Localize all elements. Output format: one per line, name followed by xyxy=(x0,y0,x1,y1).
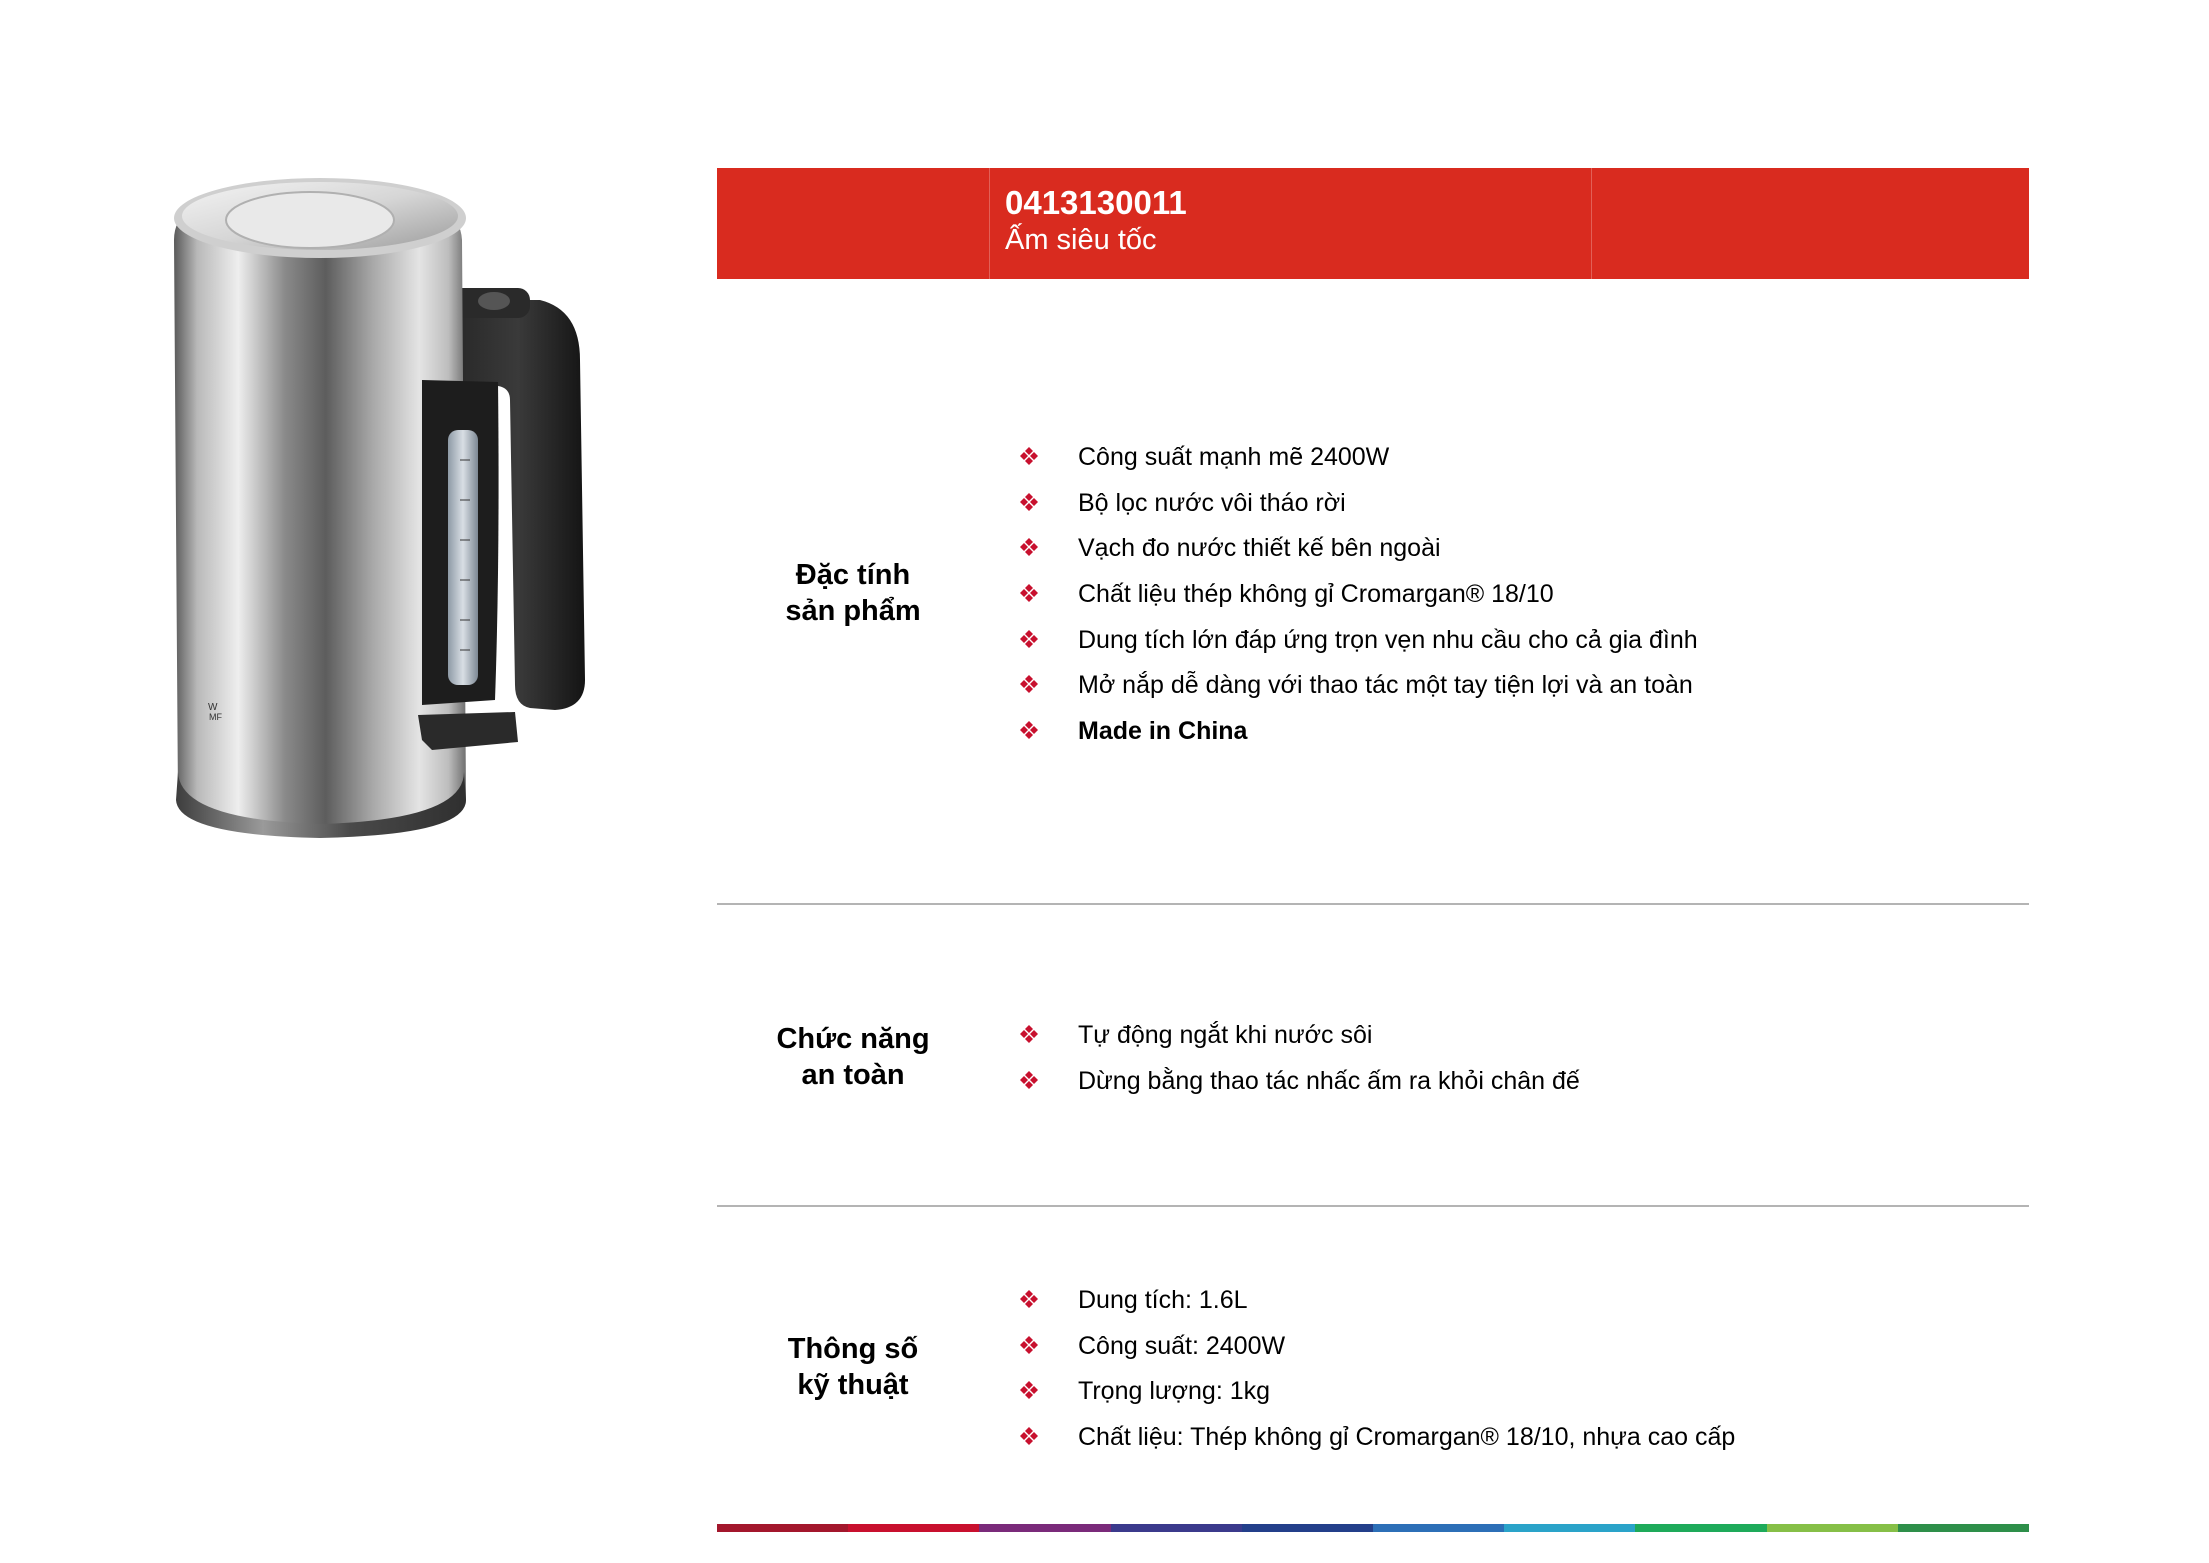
list-item xyxy=(1017,1285,1735,1331)
product-name: Ấm siêu tốc xyxy=(1005,224,1157,256)
section-divider xyxy=(717,1205,2029,1207)
header-band xyxy=(717,168,2029,279)
color-bar-segment xyxy=(1242,1524,1373,1532)
list-item-text: Dừng bằng thao tác nhấc ấm ra khỏi chân đế xyxy=(1078,1066,1580,1095)
list-item-text: Mở nắp dễ dàng với thao tác một tay tiện lợi và an toàn xyxy=(1078,671,1693,700)
red-diamond-ornament-icon xyxy=(1017,1424,1041,1448)
section-title-safety: Chức năng an toàn xyxy=(776,1023,930,1091)
color-bar-segment xyxy=(1111,1524,1242,1532)
color-bar-segment xyxy=(717,1524,848,1532)
color-bar-segment xyxy=(848,1524,979,1532)
list-item-text: Made in China xyxy=(1078,717,1248,746)
list-item-text: Trọng lượng: 1kg xyxy=(1078,1377,1271,1406)
list-item xyxy=(1017,579,1698,625)
list-item-text: Dung tích lớn đáp ứng trọn vẹn nhu cầu cho cả gia đình xyxy=(1078,625,1698,654)
product-sku: 0413130011 xyxy=(1005,184,1187,221)
list-item xyxy=(1017,533,1698,579)
color-bar-segment xyxy=(1767,1524,1898,1532)
list-item xyxy=(1017,1331,1735,1377)
svg-text:W: W xyxy=(208,702,218,713)
list-item-text: Tự động ngắt khi nước sôi xyxy=(1078,1021,1373,1049)
red-diamond-ornament-icon xyxy=(1017,444,1041,468)
list-item xyxy=(1017,1376,1735,1422)
list-item xyxy=(1017,1020,1580,1066)
safety-list xyxy=(1017,1020,1580,1111)
product-image xyxy=(160,160,600,850)
svg-text:MF: MF xyxy=(209,712,222,722)
red-diamond-ornament-icon xyxy=(1017,1287,1041,1311)
features-list xyxy=(1017,442,1698,762)
color-bar-segment xyxy=(1373,1524,1504,1532)
header-divider xyxy=(1591,168,1592,279)
section-title-specs: Thông số kỹ thuật xyxy=(787,1333,919,1401)
list-item-text: Bộ lọc nước vôi tháo rời xyxy=(1078,488,1346,517)
section-divider xyxy=(717,903,2029,905)
red-diamond-ornament-icon xyxy=(1017,1378,1041,1402)
list-item xyxy=(1017,670,1698,716)
list-item-text: Công suất mạnh mẽ 2400W xyxy=(1078,443,1390,471)
red-diamond-ornament-icon xyxy=(1017,1333,1041,1357)
list-item xyxy=(1017,625,1698,671)
list-item xyxy=(1017,1422,1735,1468)
red-diamond-ornament-icon xyxy=(1017,718,1041,742)
color-bar-segment xyxy=(1635,1524,1766,1532)
specs-list xyxy=(1017,1285,1735,1468)
footer-color-bar xyxy=(717,1524,2029,1532)
red-diamond-ornament-icon xyxy=(1017,581,1041,605)
color-bar-segment xyxy=(1504,1524,1635,1532)
list-item-text: Vạch đo nước thiết kế bên ngoài xyxy=(1078,534,1441,563)
red-diamond-ornament-icon xyxy=(1017,1068,1041,1092)
color-bar-segment xyxy=(979,1524,1110,1532)
list-item-text: Công suất: 2400W xyxy=(1078,1331,1286,1360)
red-diamond-ornament-icon xyxy=(1017,490,1041,514)
electric-kettle-icon xyxy=(160,160,600,850)
list-item-text: Chất liệu thép không gỉ Cromargan® 18/10 xyxy=(1078,580,1554,609)
list-item xyxy=(1017,716,1698,762)
red-diamond-ornament-icon xyxy=(1017,1022,1041,1046)
list-item-text: Chất liệu: Thép không gỉ Cromargan® 18/10, nhựa cao cấp xyxy=(1078,1423,1736,1452)
list-item xyxy=(1017,1066,1580,1112)
red-diamond-ornament-icon xyxy=(1017,535,1041,559)
section-title-features: Đặc tính sản phẩm xyxy=(785,559,921,627)
red-diamond-ornament-icon xyxy=(1017,627,1041,651)
list-item xyxy=(1017,488,1698,534)
header-divider xyxy=(989,168,990,279)
list-item xyxy=(1017,442,1698,488)
list-item-text: Dung tích: 1.6L xyxy=(1078,1286,1248,1314)
color-bar-segment xyxy=(1898,1524,2029,1532)
red-diamond-ornament-icon xyxy=(1017,672,1041,696)
